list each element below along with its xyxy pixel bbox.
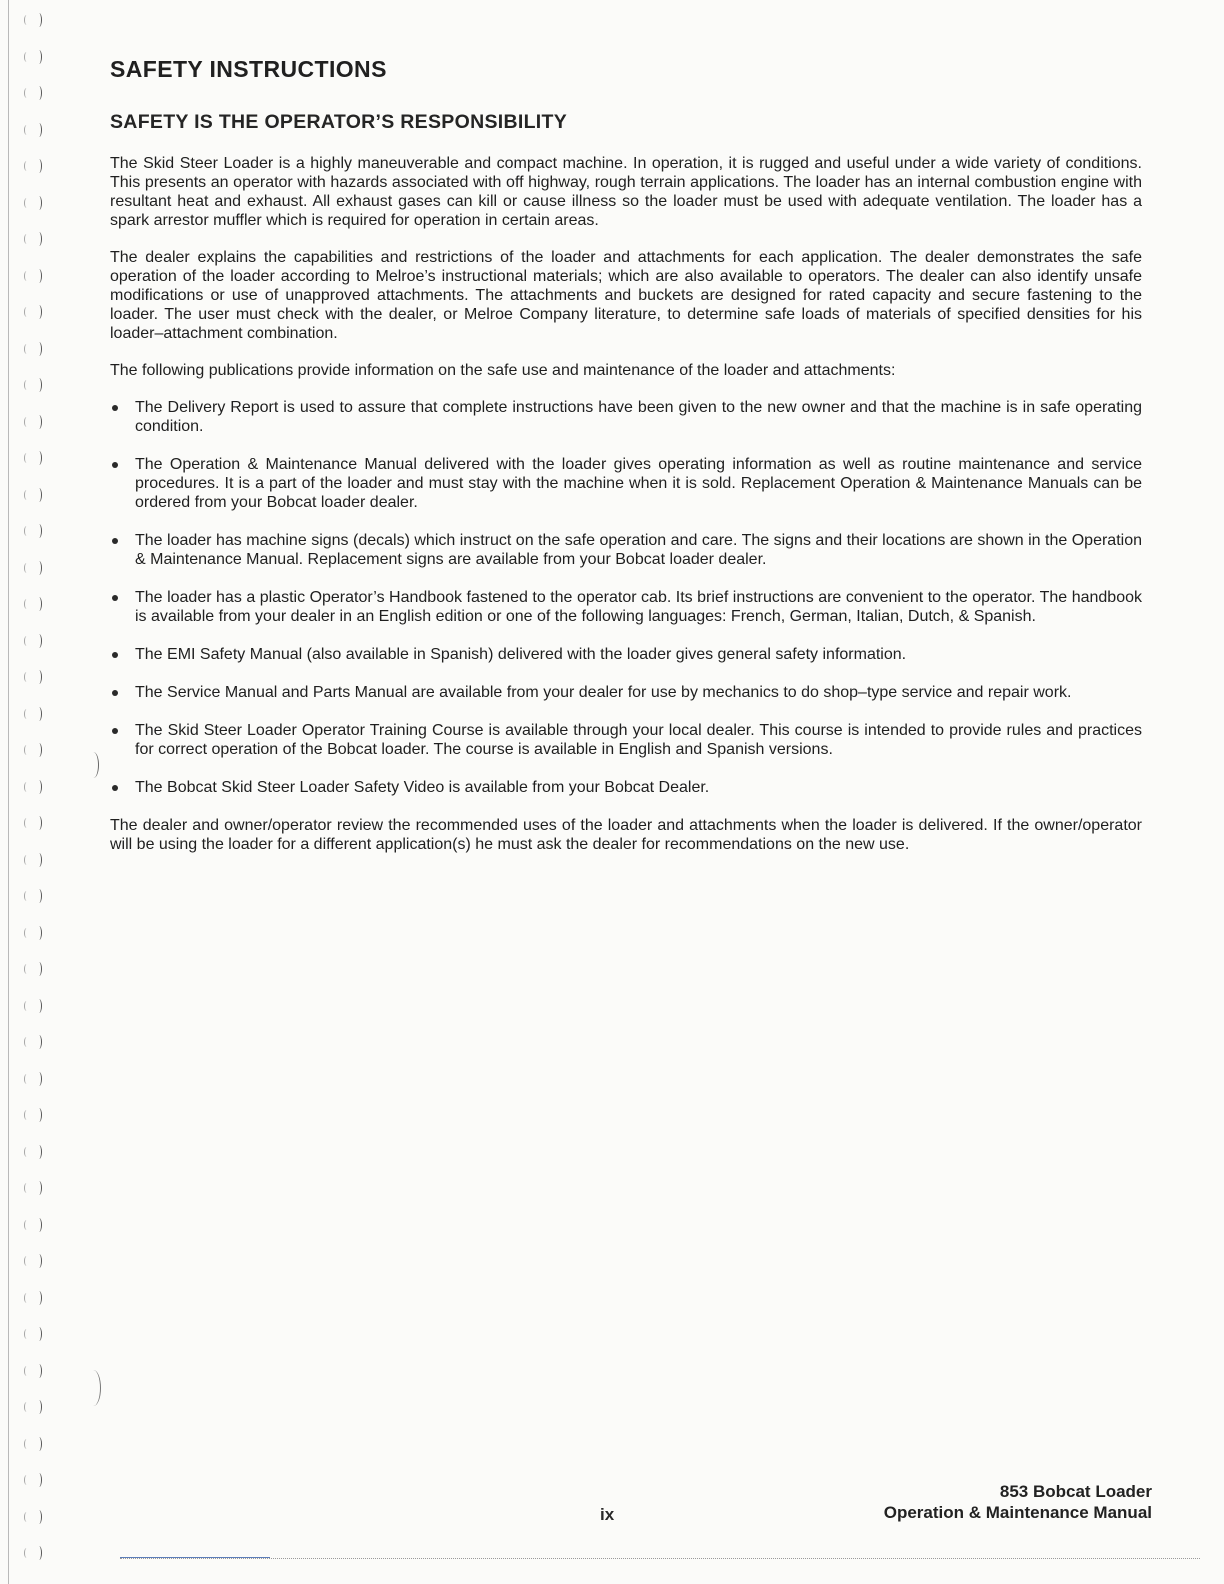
binding-hole <box>20 448 46 470</box>
binding-hole <box>20 302 46 324</box>
binding-hole <box>20 412 46 434</box>
bullet-icon <box>112 690 118 696</box>
binding-hole <box>20 266 46 288</box>
page-title: SAFETY INSTRUCTIONS <box>110 56 387 82</box>
section-heading: SAFETY IS THE OPERATOR’S RESPONSIBILITY <box>110 111 568 133</box>
bullet-icon <box>112 728 118 734</box>
footer-manual-name: Operation & Maintenance Manual <box>883 1503 1152 1522</box>
binding-hole <box>20 120 46 142</box>
binding-hole <box>20 850 46 872</box>
scan-edge-line <box>120 1557 270 1558</box>
document-body <box>110 56 1142 872</box>
binding-hole <box>20 156 46 178</box>
binding-hole <box>20 1288 46 1310</box>
scan-edge-line <box>120 1558 1200 1559</box>
list-item <box>110 455 1142 512</box>
scan-mark <box>88 752 99 778</box>
binding-hole <box>20 1142 46 1164</box>
list-item-text: The loader has machine signs (decals) which instruct on the safe operation and care. The signs and their locations are shown in the Operation & Maintenance Manual. Replacement signs are available from your Bobcat loader dealer. <box>135 532 1142 568</box>
intro-paragraph: The Skid Steer Loader is a highly maneuverable and compact machine. In operation, it is rugged and useful under a wide variety of conditions. This presents an operator with hazards associated with off highway, rough terrain applications. The loader has an internal combustion engine with resultant heat and exhaust. All exhaust gases can kill or cause illness so the loader must be used with adequate ventilation. The loader has a spark arrestor muffler which is required for operation in certain areas. <box>110 155 1142 229</box>
bullet-icon <box>112 462 118 468</box>
binding-hole <box>20 1361 46 1383</box>
list-item <box>110 588 1142 626</box>
binding-hole <box>20 1324 46 1346</box>
footer-model: 853 Bobcat Loader <box>999 1482 1152 1501</box>
closing-paragraph: The dealer and owner/operator review the recommended uses of the loader and attachments when the loader is delivered. If the owner/operator will be using the loader for a different application(s) he must ask the dealer for recommendations on the new use. <box>110 817 1142 853</box>
binding-hole <box>20 521 46 543</box>
bullet-icon <box>112 538 118 544</box>
list-item-text: The EMI Safety Manual (also available in Spanish) delivered with the loader gives general safety information. <box>135 646 907 663</box>
dealer-paragraph: The dealer explains the capabilities and restrictions of the loader and attachments for each application. The dealer demonstrates the safe operation of the loader according to Melroe’s instructional materials; which are also available to operators. The dealer can also identify unsafe modifications or use of unapproved attachments. The attachments and buckets are designed for rated capacity and secure fastening to the loader. The user must check with the dealer, or Melroe Company literature, to determine safe loads of materials of specified densities for his loader–attachment combination. <box>110 249 1142 342</box>
binding-hole <box>20 47 46 69</box>
binding-hole <box>20 594 46 616</box>
binding-hole <box>20 996 46 1018</box>
binding-hole <box>20 1543 46 1565</box>
publications-list <box>110 398 1142 797</box>
scan-mark <box>86 1370 101 1406</box>
list-item-text: The Skid Steer Loader Operator Training Course is available through your local dealer. This course is intended to provide rules and practices for correct operation of the Bobcat loader. The course is available in English and Spanish versions. <box>135 722 1142 758</box>
binding-hole <box>20 1434 46 1456</box>
binding-hole <box>20 1470 46 1492</box>
binding-hole <box>20 886 46 908</box>
binding-hole <box>20 923 46 945</box>
bullet-icon <box>112 595 118 601</box>
binding-hole <box>20 83 46 105</box>
binding-hole <box>20 1105 46 1127</box>
list-item <box>110 778 1142 797</box>
list-item-text: The Service Manual and Parts Manual are available from your dealer for use by mechanics to do shop–type service and repair work. <box>135 684 1072 701</box>
binding-hole <box>20 667 46 689</box>
binding-hole <box>20 631 46 653</box>
list-item <box>110 683 1142 702</box>
binding-hole <box>20 1507 46 1529</box>
binding-hole <box>20 1251 46 1273</box>
list-item-text: The Bobcat Skid Steer Loader Safety Video is available from your Bobcat Dealer. <box>135 779 710 796</box>
binding-spine <box>8 0 9 1584</box>
binding-hole <box>20 1032 46 1054</box>
binding-hole <box>20 959 46 981</box>
binding-hole <box>20 1069 46 1091</box>
spiral-binding <box>0 0 70 1584</box>
binding-hole <box>20 10 46 32</box>
bullet-icon <box>112 785 118 791</box>
binding-hole <box>20 1215 46 1237</box>
page-number: ix <box>600 1505 615 1524</box>
binding-hole <box>20 777 46 799</box>
binding-hole <box>20 339 46 361</box>
binding-hole <box>20 813 46 835</box>
list-item-text: The Operation & Maintenance Manual delivered with the loader gives operating information as well as routine maintenance and service procedures. It is a part of the loader and must stay with the machine when it is sold. Replacement Operation & Maintenance Manuals can be ordered from your Bobcat loader dealer. <box>135 456 1142 511</box>
binding-hole <box>20 704 46 726</box>
binding-hole <box>20 558 46 580</box>
binding-hole <box>20 193 46 215</box>
binding-hole <box>20 1397 46 1419</box>
binding-hole <box>20 375 46 397</box>
footer-title <box>884 1481 1152 1523</box>
list-item <box>110 721 1142 759</box>
list-item <box>110 645 1142 664</box>
publications-intro: The following publications provide information on the safe use and maintenance of the loader and attachments: <box>110 362 896 379</box>
list-item-text: The loader has a plastic Operator’s Handbook fastened to the operator cab. Its brief instructions are convenient to the operator. The handbook is available from your dealer in an English edition or one of the following languages: French, German, Italian, Dutch, & Spanish. <box>135 589 1142 625</box>
bullet-icon <box>112 652 118 658</box>
bullet-icon <box>112 405 118 411</box>
binding-hole <box>20 485 46 507</box>
binding-hole <box>20 740 46 762</box>
list-item <box>110 398 1142 436</box>
list-item-text: The Delivery Report is used to assure that complete instructions have been given to the new owner and that the machine is in safe operating condition. <box>135 399 1142 435</box>
binding-hole <box>20 229 46 251</box>
list-item <box>110 531 1142 569</box>
binding-hole <box>20 1178 46 1200</box>
